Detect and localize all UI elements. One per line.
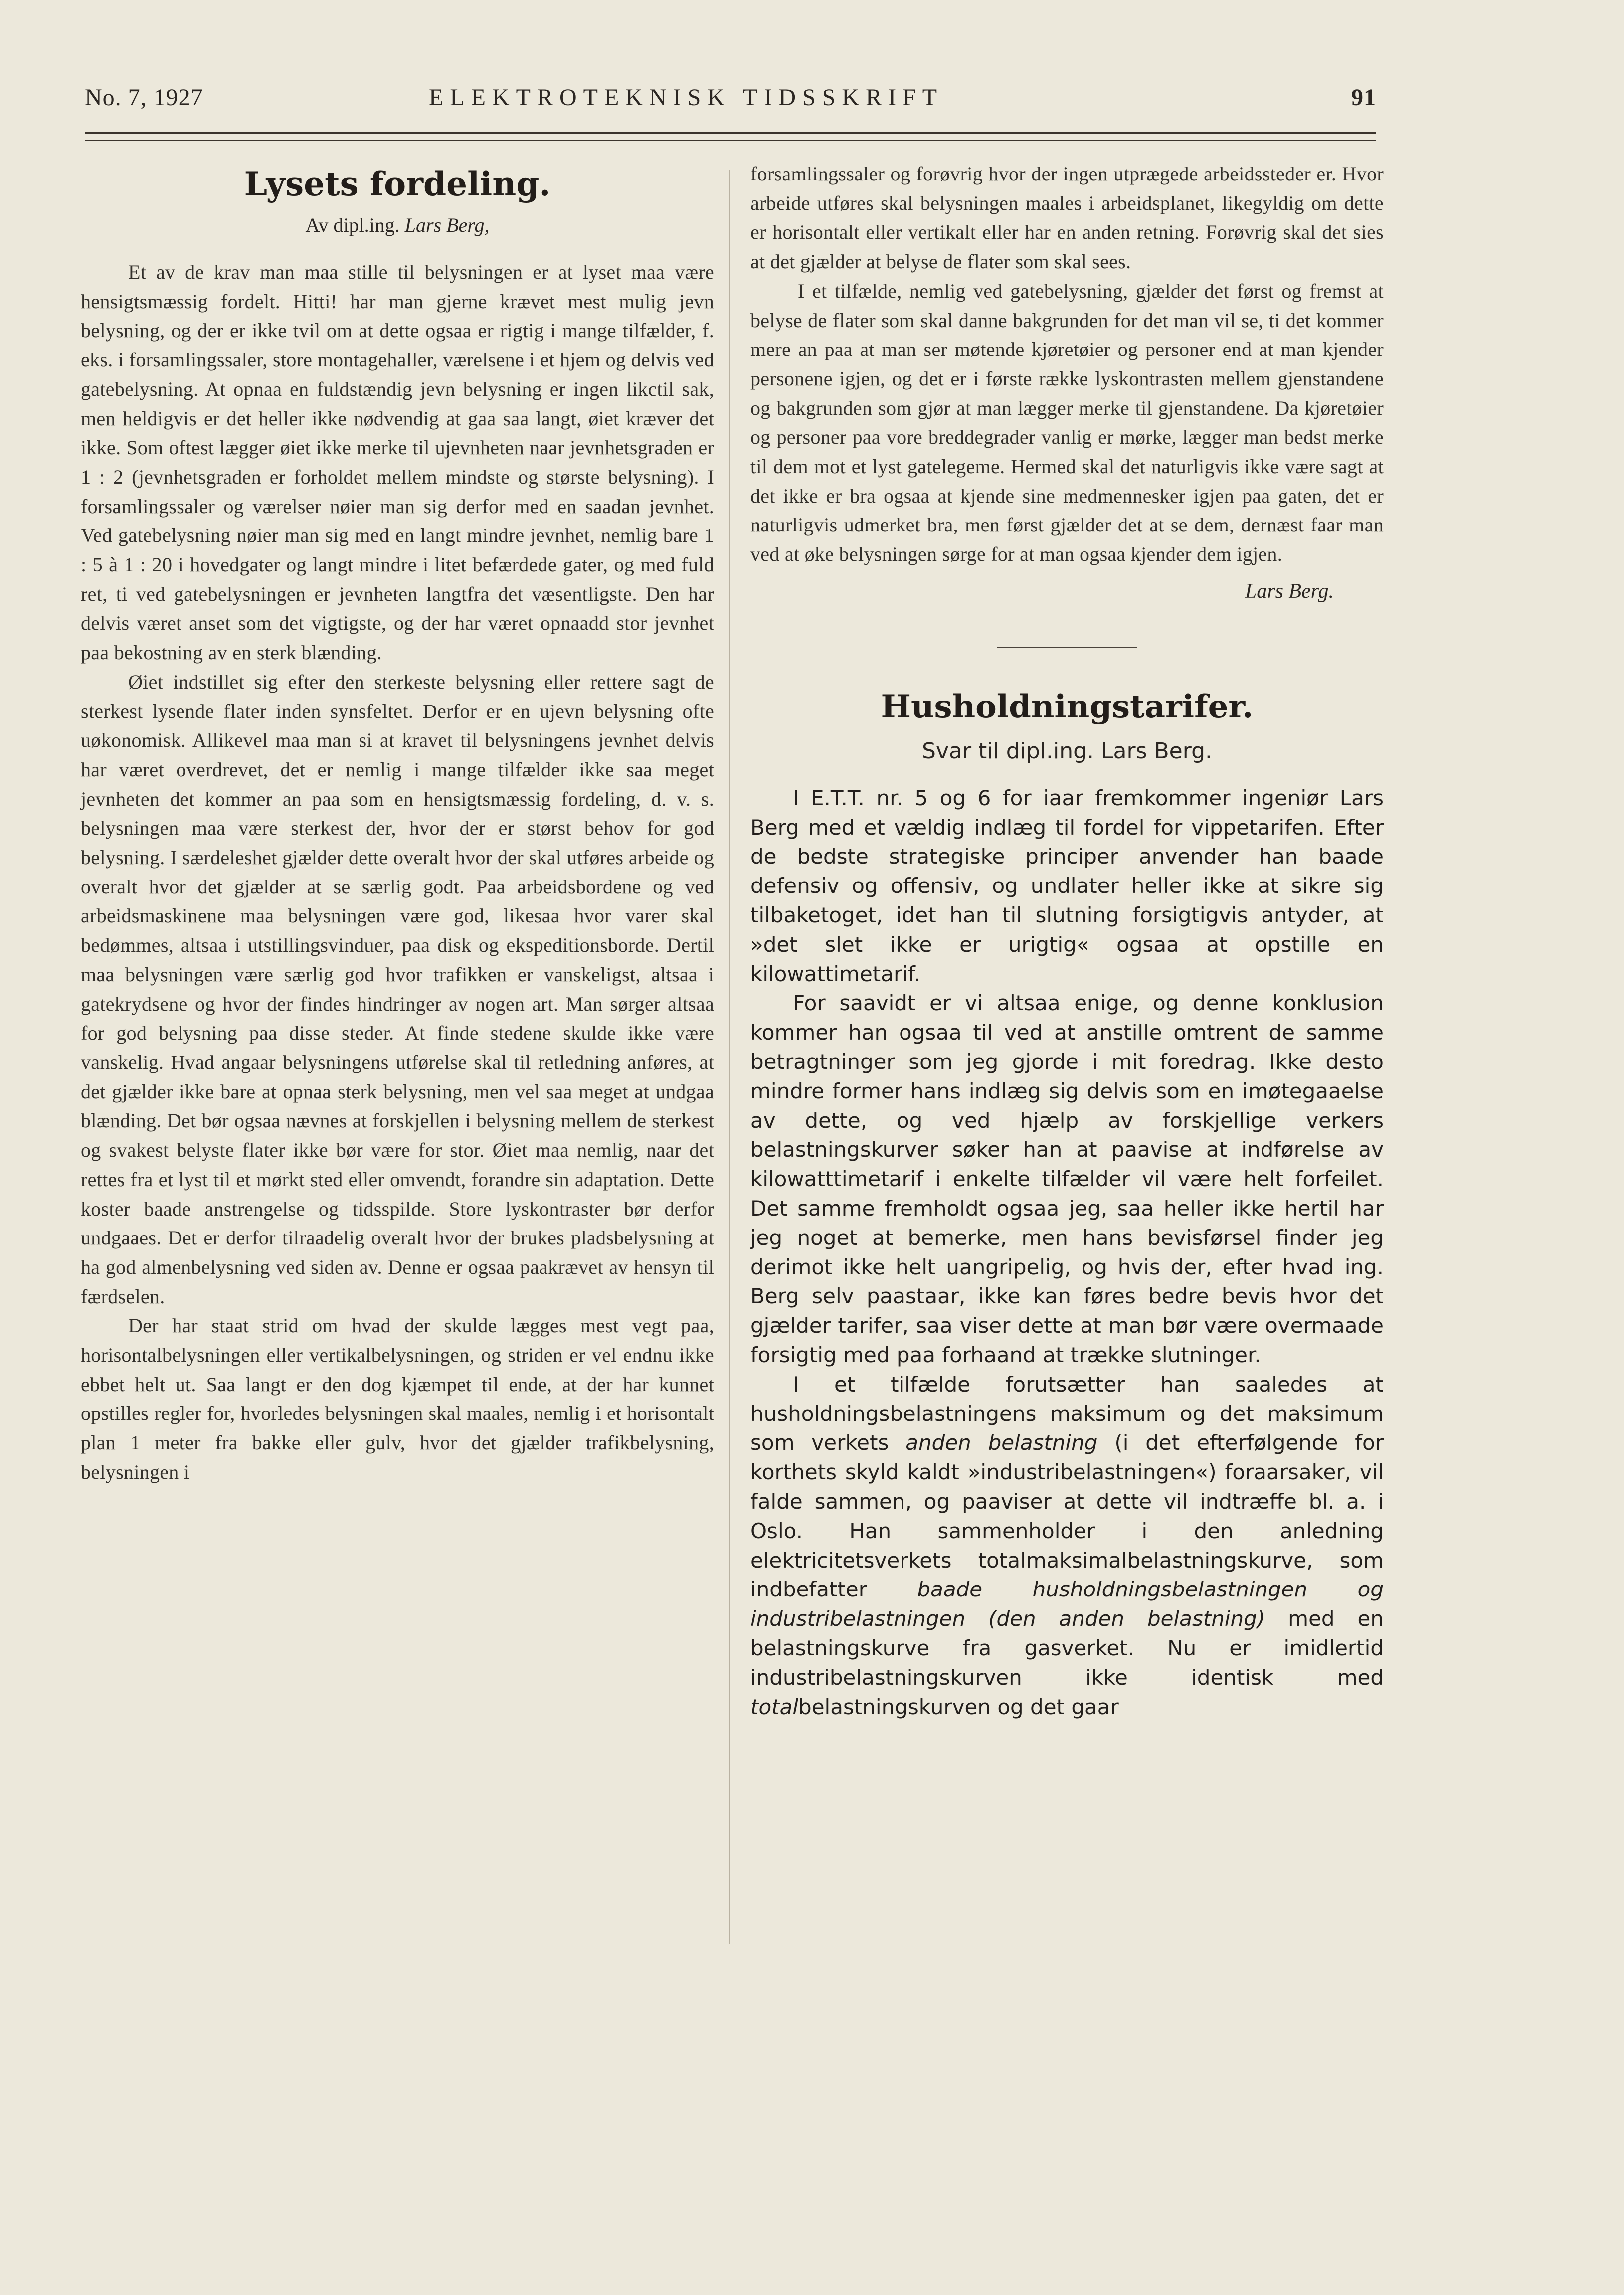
text-run: belastningskurven og det gaar [798, 1694, 1119, 1719]
right-column [750, 160, 1384, 1722]
italic-run: anden belastning [905, 1430, 1098, 1455]
page-number: 91 [1351, 84, 1376, 111]
paragraph: Et av de krav man maa stille til belysningen er at lyset maa være hensigtsmæssig fordelt. Hitti! har man gjerne krævet mest mulig jevn belysning, og der er ikke tvil om at dette ogsaa er rigtig i mange tilfælder, f. eks. i forsamlingssaler, store montagehaller, værelsene i et hjem og delvis ved gatebelysning. At opnaa en fuldstændig jevn belysning er ingen likctil sak, men heldigvis er det heller ikke nødvendig at gaa saa langt, øiet kræver det ikke. Som oftest lægger øiet ikke merke til ujevnheten naar jevnhetsgraden er 1 : 2 (jevnhetsgraden er forholdet mellem mindste og største belysning). I forsamlingssaler og værelser nøier man sig derfor med en saadan jevnhet. Ved gatebelysning nøier man sig med en langt mindre jevnhet, nemlig bare 1 : 5 à 1 : 20 i hovedgater og langt mindre i litet befærdede gater, og med fuld ret, ti ved gatebelysningen er jevnheten langtfra det væsentligste. Den har delvis været anset som det vigtigste, og der har været opnaadd stor jevnhet paa bekostning av en sterk blænding. [81, 261, 714, 664]
article-body-left [81, 258, 714, 1487]
issue-number: No. 7, 1927 [85, 84, 203, 111]
paragraph: For saavidt er vi altsaa enige, og denne konklusion kommer han ogsaa til ved at anstille omtrent de samme betragtninger som jeg gjorde i mit foredrag. Ikke desto mindre former hans indlæg sig delvis som en imøtegaaelse av dette, og ved hjælp av forskjellige verkers belastningskurver søker han at paavise at indførelse av kilowatttimetarif i enkelte tilfælder vil være helt forfeilet. Det samme fremholdt ogsaa jeg, saa heller ikke hertil har jeg noget at bemerke, men hans bevisførsel finder jeg derimot ikke helt uangripelig, og hvis der, efter hvad ing. Berg selv paastaar, ikke kan føres bedre bevis hvor det gjælder tarifer, saa viser dette at man bør være overmaade forsigtig med paa forhaand at trække slutninger. [750, 991, 1384, 1367]
italic-run: total [750, 1694, 799, 1719]
column-divider [729, 170, 730, 1944]
page-header [85, 84, 1376, 119]
paragraph: I et tilfælde, nemlig ved gatebelysning, gjælder det først og fremst at belyse de flater som skal danne bakgrunden for det man vil se, ti det kommer mere an paa at man ser møtende kjøretøier og personer end at man kjender personene igjen, og det er i første række lyskontrasten mellem gjenstandene og bakgrunden som gjør at man lægger merke til gjenstandene. Da kjøretøier og personer paa vore breddegrader vanlig er mørke, lægger man bedst merke til dem mot et lyst gatelegeme. Hermed skal det naturligvis ikke være sagt at det ikke er bra ogsaa at kjende sine medmennesker igjen paa gaten, det er naturligvis udmerket bra, men først gjælder det at se dem, dernæst faar man ved at øke belysningen sørge for at man ogsaa kjender dem igjen. [750, 279, 1384, 566]
text-run: med en belastningskurve fra gasverket. Nu er imidlertid industribelastningskurven ikke identisk med [750, 1606, 1384, 1690]
article-separator [997, 647, 1137, 648]
paragraph: I E.T.T. nr. 5 og 6 for iaar fremkommer ingeniør Lars Berg med et vældig indlæg til fordel for vippetarifen. Efter de bedste strategiske principer anvender han baade defensiv og offensiv, og undlater heller ikke at sikre sig tilbaketoget, idet han til slutning forsigtigvis antyder, at »det slet ikke er urigtig« ogsaa at opstille en kilowattimetarif. [750, 785, 1384, 986]
article-body-husholdningstarifer [750, 784, 1384, 1722]
text-run: I et tilfælde forutsætter han saaledes at husholdningsbelastningens maksimum og det maksimum som verkets [750, 1372, 1384, 1455]
article-subtitle: Svar til dipl.ing. Lars Berg. [922, 738, 1212, 764]
byline-author: Lars Berg, [404, 214, 490, 236]
left-column [81, 160, 714, 1487]
article-body-right [750, 160, 1384, 569]
paragraph: Der har staat strid om hvad der skulde lægges mest vegt paa, horisontalbelysningen eller vertikalbelysningen, og striden er vel endnu ikke ebbet helt ut. Saa langt er den dog kjæmpet til ende, at der har kunnet opstilles regler for, hvorledes belysningen skal maales, nemlig i et horisontalt plan 1 meter fra bakke eller gulv, hvor det gjælder trafikbelysning, belysningen i [81, 1314, 714, 1483]
paragraph [750, 1370, 1384, 1722]
text-run: (i det efterfølgende for korthets skyld kaldt »industribelastningen«) foraarsaker, vil falde sammen, og paaviser at dette vil indtræffe bl. a. i Oslo. Han sammenholder i den anledning elektricitetsverkets totalmaksimalbelastningskurve, som indbefatter [750, 1430, 1384, 1602]
italic-run: baade husholdningsbelastningen og industribelastningen (den anden belastning) [750, 1577, 1384, 1631]
paragraph: Øiet indstillet sig efter den sterkeste belysning eller rettere sagt de sterkest lysende flater inden synsfeltet. Derfor er en ujevn belysning ofte uøkonomisk. Allikevel maa man si at kravet til belysningens jevnhet delvis har været overdrevet, det er nemlig i mange tilfælder ikke saa meget jevnheten det kommer an paa som en hensigtsmæssig fordeling, d. v. s. belysningen maa være sterkest der, hvor der er størst behov for god belysning. I særdeleshet gjælder dette overalt hvor der skal utføres arbeide og overalt hvor det gjælder at se særlig godt. Paa arbeidsbordene og ved arbeidsmaskinene maa belysningen være god, likesaa hvor varer skal bedømmes, altsaa i utstillingsvinduer, paa disk og ekspeditionsborde. Dertil maa belysningen være særlig god hvor trafikken er vanskeligst, altsaa i gatekrydsene og hvor der findes hindringer av nogen art. Man sørger altsaa for god belysning paa disse steder. At finde stedene skulde ikke være vanskelig. Hvad angaar belysningens utførelse skal til retledning anføres, at det gjælder ikke bare at opnaa sterk belysning, men vel saa meget at undgaa blænding. Det bør ogsaa nævnes at forskjellen i belysning mellem de sterkest og svakest belyste flater ikke bør være for stor. Øiet maa nemlig, naar det rettes fra et lyst til et mørkt sted eller omvendt, forandre sin adaptation. Dette koster baade anstrengelse og tidsspilde. Store lyskontraster bør derfor undgaaes. Det er derfor tilraadelig overalt hvor der brukes pladsbelysning at ha god almenbelysning ved siden av. Denne er ogsaa paakrævet av hensyn til færdselen. [81, 670, 714, 1308]
article-title-lysets-fordeling: Lysets fordeling. [244, 165, 551, 203]
article-signature: Lars Berg. [1245, 579, 1334, 603]
article-byline [81, 213, 714, 237]
journal-title: ELEKTROTEKNISK TIDSSKRIFT [429, 84, 944, 111]
header-double-rule [85, 132, 1376, 141]
article-title-husholdningstarifer: Husholdningstarifer. [881, 688, 1254, 725]
byline-prefix: Av dipl.ing. [305, 214, 400, 236]
paragraph-continued: forsamlingssaler og forøvrig hvor der ingen utprægede arbeidssteder er. Hvor arbeide utføres skal belysningen maales i arbeidsplanet, likegyldig om dette er horisontalt eller vertikalt eller har en anden retning. Forøvrig skal det sies at det gjælder at belyse de flater som skal sees. [750, 163, 1384, 273]
